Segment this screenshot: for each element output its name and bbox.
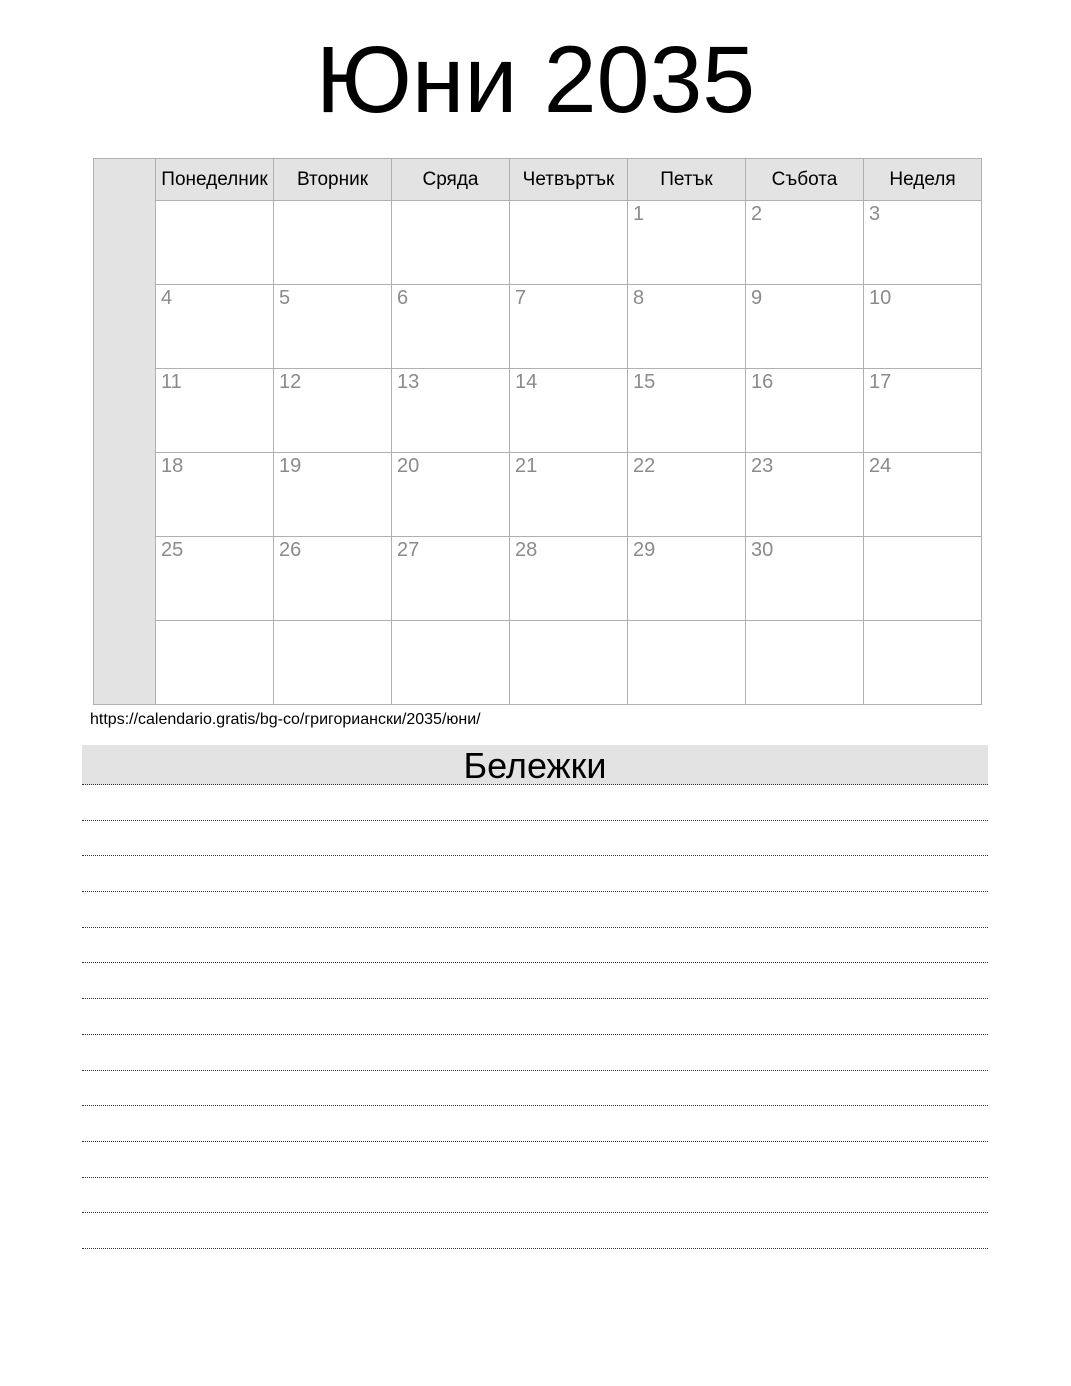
day-header-7: Неделя — [864, 159, 982, 201]
day-cell-3: 3 — [864, 201, 982, 285]
note-line — [82, 856, 988, 892]
day-cell-20: 20 — [392, 453, 510, 537]
day-cell-empty — [156, 621, 274, 705]
note-line — [82, 821, 988, 857]
day-cell-9: 9 — [746, 285, 864, 369]
week-row-3 — [94, 369, 982, 453]
notes-section — [82, 745, 988, 1249]
week-row-5 — [94, 537, 982, 621]
day-cell-11: 11 — [156, 369, 274, 453]
day-cell-15: 15 — [628, 369, 746, 453]
day-cell-27: 27 — [392, 537, 510, 621]
day-cell-25: 25 — [156, 537, 274, 621]
day-header-2: Вторник — [274, 159, 392, 201]
day-cell-empty — [746, 621, 864, 705]
note-line — [82, 963, 988, 999]
day-cell-8: 8 — [628, 285, 746, 369]
week-row-1 — [94, 201, 982, 285]
page-title: Юни 2035 — [315, 27, 756, 133]
day-cell-13: 13 — [392, 369, 510, 453]
day-cell-empty — [510, 621, 628, 705]
note-line — [82, 1035, 988, 1071]
day-cell-4: 4 — [156, 285, 274, 369]
day-cell-16: 16 — [746, 369, 864, 453]
day-cell-12: 12 — [274, 369, 392, 453]
calendar-table — [93, 158, 982, 705]
day-cell-6: 6 — [392, 285, 510, 369]
day-cell-empty — [628, 621, 746, 705]
note-line — [82, 1071, 988, 1107]
day-cell-19: 19 — [274, 453, 392, 537]
day-cell-empty — [864, 621, 982, 705]
week-row-2 — [94, 285, 982, 369]
week-row-4 — [94, 453, 982, 537]
day-cell-30: 30 — [746, 537, 864, 621]
day-header-3: Сряда — [392, 159, 510, 201]
day-cell-24: 24 — [864, 453, 982, 537]
note-line — [82, 999, 988, 1035]
day-cell-18: 18 — [156, 453, 274, 537]
day-cell-5: 5 — [274, 285, 392, 369]
note-line — [82, 892, 988, 928]
day-cell-28: 28 — [510, 537, 628, 621]
day-cell-empty — [274, 201, 392, 285]
day-cell-23: 23 — [746, 453, 864, 537]
day-cell-2: 2 — [746, 201, 864, 285]
week-row-6 — [94, 621, 982, 705]
week-gutter-column — [94, 159, 156, 705]
day-cell-7: 7 — [510, 285, 628, 369]
day-cell-empty — [510, 201, 628, 285]
day-cell-17: 17 — [864, 369, 982, 453]
day-cell-26: 26 — [274, 537, 392, 621]
day-cell-21: 21 — [510, 453, 628, 537]
note-line — [82, 1142, 988, 1178]
day-header-1: Понеделник — [156, 159, 274, 201]
day-cell-22: 22 — [628, 453, 746, 537]
day-header-5: Петък — [628, 159, 746, 201]
source-url: https://calendario.gratis/bg-co/григориански/2035/юни/ — [90, 711, 481, 728]
day-cell-empty — [156, 201, 274, 285]
note-line — [82, 785, 988, 821]
day-header-4: Четвъртък — [510, 159, 628, 201]
day-cell-empty — [392, 621, 510, 705]
calendar-header-row — [94, 159, 982, 201]
day-cell-empty — [864, 537, 982, 621]
day-cell-empty — [274, 621, 392, 705]
note-line — [82, 928, 988, 964]
day-cell-29: 29 — [628, 537, 746, 621]
day-cell-empty — [392, 201, 510, 285]
note-line — [82, 1106, 988, 1142]
note-line — [82, 1213, 988, 1249]
day-cell-1: 1 — [628, 201, 746, 285]
day-header-6: Събота — [746, 159, 864, 201]
notes-lines — [82, 785, 988, 1249]
day-cell-14: 14 — [510, 369, 628, 453]
day-cell-10: 10 — [864, 285, 982, 369]
note-line — [82, 1178, 988, 1214]
notes-title: Бележки — [82, 745, 988, 785]
